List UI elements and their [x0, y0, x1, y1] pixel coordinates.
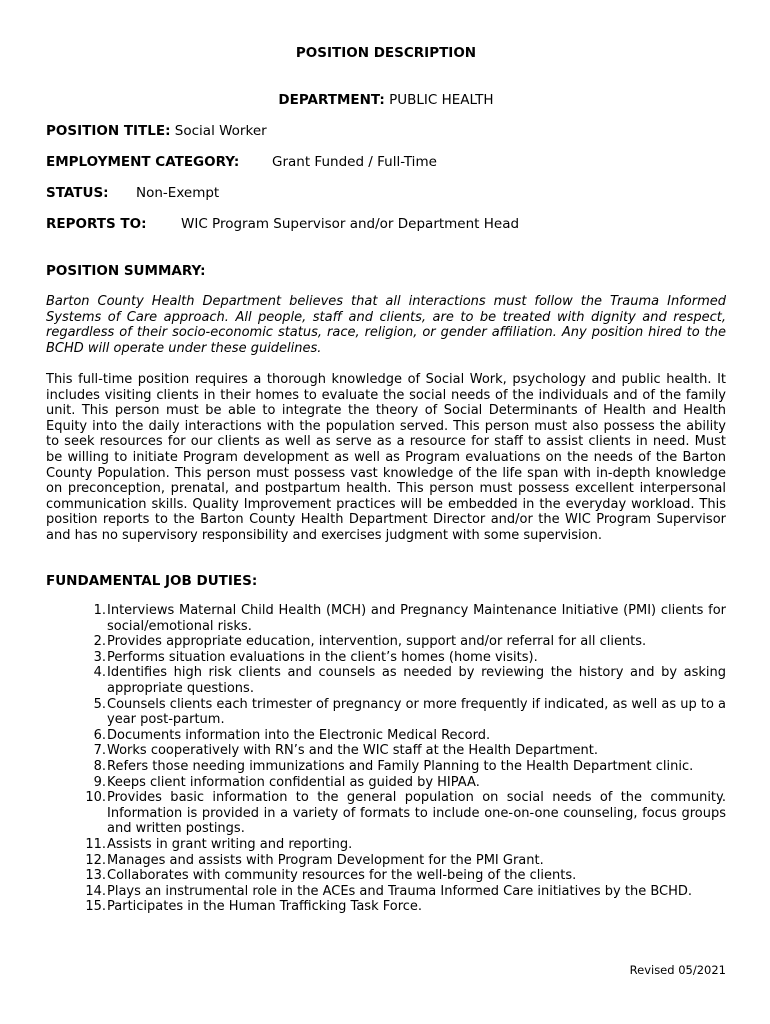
- position-title-value: Social Worker: [174, 123, 267, 139]
- job-duty-number: 11.: [85, 836, 106, 852]
- job-duty-text: Identifies high risk clients and counsels as needed by reviewing the history and by asking appropriate questions.: [107, 665, 726, 696]
- job-duty-number: 10.: [85, 790, 106, 806]
- job-duty-number: 14.: [85, 883, 106, 899]
- job-duty-number: 13.: [85, 868, 106, 884]
- job-duty-item: [46, 728, 726, 744]
- job-duty-text: Plays an instrumental role in the ACEs and Trauma Informed Care initiatives by the BCHD.: [107, 883, 693, 899]
- employment-category-value: Grant Funded / Full-Time: [272, 154, 437, 170]
- job-duty-number: 8.: [93, 758, 106, 774]
- job-duty-item: [46, 790, 726, 837]
- job-duty-number: 5.: [93, 696, 106, 712]
- job-duty-text: Refers those needing immunizations and Family Planning to the Health Department clinic.: [107, 758, 694, 774]
- job-duty-number: 9.: [93, 774, 106, 790]
- department-label: DEPARTMENT:: [278, 92, 385, 108]
- employment-category-label: EMPLOYMENT CATEGORY:: [46, 154, 240, 170]
- revision-date: Revised 05/2021: [629, 963, 726, 977]
- job-duty-text: Manages and assists with Program Development for the PMI Grant.: [107, 852, 544, 868]
- job-duty-item: [46, 665, 726, 696]
- job-duty-item: [46, 743, 726, 759]
- job-duty-text: Documents information into the Electronic Medical Record.: [107, 727, 491, 743]
- job-duty-text: Provides basic information to the general population on social needs of the community. Information is provided in a variety of formats to include one-on-one counseling, focus groups and written postings.: [107, 790, 726, 837]
- job-duty-item: [46, 775, 726, 791]
- job-duty-text: Interviews Maternal Child Health (MCH) and Pregnancy Maintenance Initiative (PMI) clients for social/emotional risks.: [107, 603, 726, 634]
- job-duty-number: 2.: [93, 634, 106, 650]
- position-title-label: POSITION TITLE:: [46, 123, 171, 139]
- position-summary-heading: POSITION SUMMARY:: [46, 263, 206, 279]
- status-line: [46, 185, 220, 201]
- job-duties-list: [46, 603, 726, 915]
- employment-category-line: [46, 154, 437, 170]
- department-value: PUBLIC HEALTH: [389, 92, 494, 108]
- job-duties-heading: FUNDAMENTAL JOB DUTIES:: [46, 573, 258, 589]
- reports-to-line: [46, 216, 520, 232]
- position-title-line: [46, 123, 267, 139]
- status-label: STATUS:: [46, 185, 109, 201]
- job-duty-number: 1.: [93, 603, 106, 618]
- reports-to-value: WIC Program Supervisor and/or Department Head: [181, 216, 520, 232]
- job-duty-text: Keeps client information confidential as guided by HIPAA.: [107, 774, 480, 790]
- department-line: [46, 92, 726, 108]
- job-duty-text: Performs situation evaluations in the client’s homes (home visits).: [107, 649, 538, 665]
- status-value: Non-Exempt: [136, 185, 220, 201]
- job-duty-number: 4.: [93, 665, 106, 681]
- job-duty-item: [46, 837, 726, 853]
- job-duty-item: [46, 759, 726, 775]
- job-duty-item: [46, 634, 726, 650]
- job-duty-item: [46, 853, 726, 869]
- job-duty-text: Participates in the Human Trafficking Task Force.: [107, 899, 423, 915]
- job-duty-item: [46, 868, 726, 884]
- trauma-informed-statement: Barton County Health Department believes that all interactions must follow the Trauma Informed Systems of Care approach. All people, staff and clients, are to be treated with dignity and respect, regardless of their socio-economic status, race, religion, or gender affiliation. Any position hired to the BCHD will operate under these guidelines.: [46, 294, 726, 356]
- document-title: POSITION DESCRIPTION: [295, 45, 477, 61]
- job-duty-number: 7.: [93, 743, 106, 759]
- job-duty-number: 3.: [93, 649, 106, 665]
- job-duty-number: 6.: [93, 727, 106, 743]
- position-summary-paragraph: This full-time position requires a thorough knowledge of Social Work, psychology and public health. It includes visiting clients in their homes to evaluate the social needs of the individuals and of the family unit. This person must be able to integrate the theory of Social Determinants of Health and Health Equity into the daily interactions with the population served. This person must also possess the ability to seek resources for our clients as well as serve as a resource for staff to assist clients in need. Must be willing to initiate Program development as well as Program evaluations on the needs of the Barton County Population. This person must possess vast knowledge of the life span with in-depth knowledge on preconception, prenatal, and postpartum health. This person must possess excellent interpersonal communication skills. Quality Improvement practices will be embedded in the everyday workload. This position reports to the Barton County Health Department Director and/or the WIC Program Supervisor and has no supervisory responsibility and exercises judgment with some supervision.: [46, 372, 726, 543]
- job-duty-item: [46, 650, 726, 666]
- job-duty-text: Works cooperatively with RN’s and the WIC staff at the Health Department.: [107, 743, 598, 759]
- reports-to-label: REPORTS TO:: [46, 216, 147, 232]
- job-duty-number: 12.: [85, 852, 106, 868]
- job-duty-item: [46, 899, 726, 915]
- job-duty-item: [46, 603, 726, 634]
- job-duty-text: Provides appropriate education, intervention, support and/or referral for all clients.: [107, 634, 647, 650]
- job-duty-text: Collaborates with community resources for the well-being of the clients.: [107, 868, 577, 884]
- job-duty-text: Assists in grant writing and reporting.: [107, 836, 353, 852]
- job-duty-text: Counsels clients each trimester of pregnancy or more frequently if indicated, as well as up to a year post-partum.: [107, 696, 726, 728]
- job-duty-item: [46, 884, 726, 900]
- job-duty-number: 15.: [85, 899, 106, 915]
- job-duty-item: [46, 697, 726, 728]
